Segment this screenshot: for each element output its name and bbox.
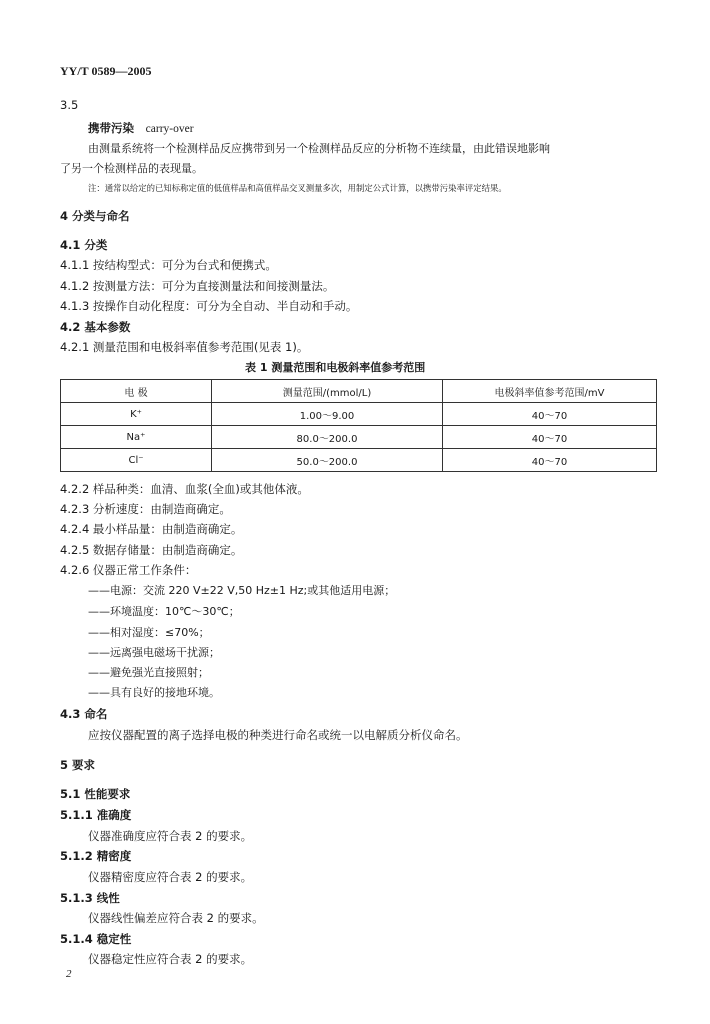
header-measurement-range: 测量范围/(mmol/L): [212, 380, 443, 403]
cell-electrode: Cl⁻: [61, 449, 212, 472]
condition-item: ——远离强电磁场干扰源；: [88, 646, 220, 659]
definition-line-2: 了另一个检测样品的表现量。: [60, 162, 203, 175]
section-3-5-number: 3.5: [60, 98, 79, 112]
cell-electrode: K⁺: [61, 403, 212, 426]
section-5-heading: 5 要求: [60, 758, 96, 772]
section-5-1-4-body: 仪器稳定性应符合表 2 的要求。: [88, 952, 253, 966]
section-4-2-5: 4.2.5 数据存储量：由制造商确定。: [60, 543, 243, 557]
section-5-1-4: 5.1.4 稳定性: [60, 932, 132, 946]
section-5-1-2: 5.1.2 精密度: [60, 849, 132, 863]
table-row: [61, 426, 657, 449]
condition-item: ——具有良好的接地环境。: [88, 686, 220, 699]
cell-slope: 40～70: [443, 449, 657, 472]
term-en: carry-over: [145, 123, 194, 135]
section-4-1-1: 4.1.1 按结构型式：可分为台式和便携式。: [60, 258, 277, 272]
section-4-2-3: 4.2.3 分析速度：由制造商确定。: [60, 502, 231, 516]
condition-item: ——电源：交流 220 V±22 V,50 Hz±1 Hz;或其他适用电源；: [88, 584, 396, 597]
standard-code: YY/T 0589—2005: [60, 64, 152, 78]
cell-electrode: Na⁺: [61, 426, 212, 449]
definition-line-1: 由测量系统将一个检测样品反应携带到另一个检测样品反应的分析物不连续量，由此错误地影响: [88, 142, 550, 155]
condition-item: ——相对湿度：≤70%；: [88, 626, 210, 639]
section-4-1-3: 4.1.3 按操作自动化程度：可分为全自动、半自动和手动。: [60, 299, 358, 313]
section-5-1-2-body: 仪器精密度应符合表 2 的要求。: [88, 870, 253, 884]
term-line: [88, 121, 194, 136]
header-electrode: 电 极: [61, 380, 212, 403]
section-4-2-4: 4.2.4 最小样品量：由制造商确定。: [60, 522, 243, 536]
condition-item: ——环境温度：10℃～30℃；: [88, 605, 240, 618]
header-slope-range: 电极斜率值参考范围/mV: [443, 380, 657, 403]
term-cn: 携带污染: [88, 121, 134, 135]
section-4-3: 4.3 命名: [60, 707, 108, 721]
section-4-2-6: 4.2.6 仪器正常工作条件：: [60, 563, 197, 577]
section-4-3-body: 应按仪器配置的离子选择电极的种类进行命名或统一以电解质分析仪命名。: [88, 728, 468, 742]
section-5-1-3-body: 仪器线性偏差应符合表 2 的要求。: [88, 911, 264, 925]
range-table: [60, 379, 657, 472]
table-row: [61, 403, 657, 426]
table-caption: 表 1 测量范围和电极斜率值参考范围: [245, 361, 426, 374]
section-4-heading: 4 分类与命名: [60, 209, 130, 223]
definition-note: 注：通常以给定的已知标称定值的低值样品和高值样品交叉测量多次，用制定公式计算，以携带污染率评定结果。: [88, 183, 507, 193]
cell-range: 50.0～200.0: [212, 449, 443, 472]
cell-range: 1.00～9.00: [212, 403, 443, 426]
table-header-row: [61, 380, 657, 403]
cell-range: 80.0～200.0: [212, 426, 443, 449]
cell-slope: 40～70: [443, 403, 657, 426]
section-5-1: 5.1 性能要求: [60, 787, 131, 801]
page-number: 2: [66, 968, 72, 980]
section-4-2: 4.2 基本参数: [60, 320, 131, 334]
section-4-2-2: 4.2.2 样品种类：血清、血浆(全血)或其他体液。: [60, 482, 309, 496]
section-5-1-1-body: 仪器准确度应符合表 2 的要求。: [88, 829, 253, 843]
table-row: [61, 449, 657, 472]
section-4-2-1: 4.2.1 测量范围和电极斜率值参考范围(见表 1)。: [60, 340, 309, 354]
cell-slope: 40～70: [443, 426, 657, 449]
section-4-1: 4.1 分类: [60, 238, 108, 252]
section-4-1-2: 4.1.2 按测量方法：可分为直接测量法和间接测量法。: [60, 279, 335, 293]
section-5-1-3: 5.1.3 线性: [60, 891, 120, 905]
section-5-1-1: 5.1.1 准确度: [60, 808, 132, 822]
condition-item: ——避免强光直接照射；: [88, 666, 209, 679]
